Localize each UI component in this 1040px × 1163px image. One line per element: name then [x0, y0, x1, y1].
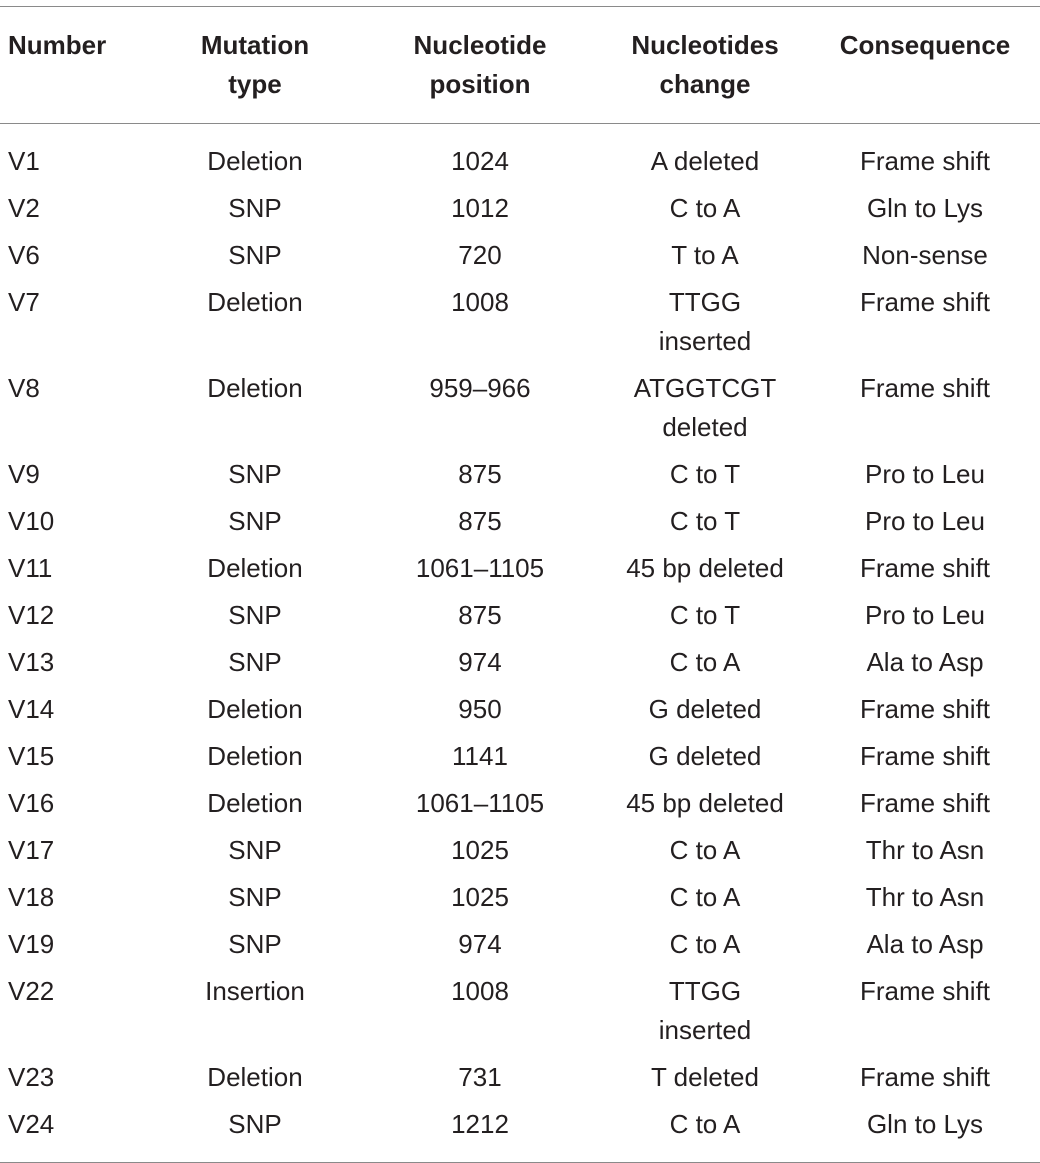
cell-number: V7 [8, 287, 40, 317]
table-row [0, 592, 1040, 639]
cell-nucleotides-change [600, 365, 810, 451]
cell-number: V24 [8, 1109, 55, 1139]
table-row [0, 780, 1040, 827]
cell-nucleotides-change [600, 1054, 810, 1101]
cell-consequence: Frame shift [859, 373, 991, 403]
cell-mutation-type: SNP [228, 600, 282, 630]
cell-nucleotide-position: 1025 [451, 835, 509, 865]
change-line: G deleted [648, 694, 762, 724]
cell-consequence: Frame shift [859, 976, 991, 1006]
table-row [0, 365, 1040, 451]
change-line: ATGGTCGT [633, 373, 777, 403]
header-mutation-type: Mutation type [200, 30, 310, 99]
cell-nucleotides-change [600, 451, 810, 498]
cell-number: V8 [8, 373, 40, 403]
change-line: inserted [658, 326, 752, 356]
cell-consequence: Pro to Leu [865, 459, 985, 489]
cell-consequence: Frame shift [859, 287, 991, 317]
cell-mutation-type: Deletion [207, 694, 303, 724]
cell-nucleotide-position: 1008 [451, 976, 509, 1006]
mutation-table-container [0, 6, 1040, 1163]
change-line: C to A [669, 193, 741, 223]
table-row [0, 639, 1040, 686]
cell-nucleotide-position: 1061–1105 [415, 553, 545, 583]
cell-nucleotides-change [600, 827, 810, 874]
cell-mutation-type: Deletion [207, 553, 303, 583]
cell-nucleotide-position: 875 [458, 600, 502, 630]
cell-number: V22 [8, 976, 55, 1006]
cell-nucleotides-change [600, 279, 810, 365]
cell-nucleotide-position: 875 [458, 459, 502, 489]
change-line: C to T [669, 600, 741, 630]
cell-consequence: Ala to Asp [866, 929, 984, 959]
cell-consequence: Ala to Asp [866, 647, 984, 677]
change-line: C to T [669, 506, 741, 536]
header-number: Number [8, 30, 107, 60]
cell-consequence: Frame shift [859, 788, 991, 818]
change-line: T to A [671, 240, 739, 270]
change-line: G deleted [648, 741, 762, 771]
cell-number: V12 [8, 600, 55, 630]
header-nucleotides-change: Nucleotides change [631, 30, 779, 99]
cell-number: V2 [8, 193, 40, 223]
cell-number: V17 [8, 835, 55, 865]
table-row [0, 827, 1040, 874]
change-line: 45 bp deleted [626, 553, 784, 583]
cell-nucleotide-position: 720 [458, 240, 502, 270]
table-row [0, 545, 1040, 592]
change-line: C to A [669, 929, 741, 959]
cell-consequence: Gln to Lys [866, 1109, 984, 1139]
cell-nucleotide-position: 974 [458, 647, 502, 677]
header-nucleotide-position: Nucleotide position [413, 30, 547, 99]
mutation-table [0, 6, 1040, 1163]
cell-mutation-type: Deletion [207, 788, 303, 818]
change-line: C to A [669, 647, 741, 677]
cell-nucleotide-position: 1008 [451, 287, 509, 317]
cell-mutation-type: SNP [228, 647, 282, 677]
cell-consequence: Frame shift [859, 694, 991, 724]
table-row [0, 1054, 1040, 1101]
cell-mutation-type: Deletion [207, 373, 303, 403]
change-line: C to A [669, 882, 741, 912]
cell-consequence: Thr to Asn [865, 882, 985, 912]
cell-consequence: Frame shift [859, 146, 991, 176]
cell-nucleotides-change [600, 639, 810, 686]
table-row [0, 498, 1040, 545]
change-line: T deleted [651, 1062, 759, 1092]
cell-nucleotides-change [600, 780, 810, 827]
change-line: C to A [669, 835, 741, 865]
cell-nucleotides-change [600, 733, 810, 780]
table-body [0, 124, 1040, 1163]
table-row [0, 124, 1040, 186]
header-row [0, 7, 1040, 124]
cell-nucleotide-position: 1141 [452, 741, 508, 771]
cell-mutation-type: SNP [228, 1109, 282, 1139]
cell-consequence: Pro to Leu [865, 600, 985, 630]
cell-number: V10 [8, 506, 55, 536]
cell-mutation-type: Insertion [205, 976, 305, 1006]
cell-nucleotides-change [600, 874, 810, 921]
cell-mutation-type: SNP [228, 835, 282, 865]
cell-number: V18 [8, 882, 55, 912]
change-line: TTGG [668, 287, 742, 317]
cell-nucleotide-position: 1025 [451, 882, 509, 912]
cell-consequence: Frame shift [859, 741, 991, 771]
cell-number: V13 [8, 647, 55, 677]
table-header [0, 7, 1040, 124]
cell-number: V11 [8, 553, 53, 583]
change-line: inserted [658, 1015, 752, 1045]
cell-nucleotides-change [600, 545, 810, 592]
change-line: TTGG [668, 976, 742, 1006]
table-row [0, 451, 1040, 498]
cell-number: V15 [8, 741, 55, 771]
change-line: 45 bp deleted [626, 788, 784, 818]
cell-mutation-type: Deletion [207, 287, 303, 317]
cell-mutation-type: Deletion [207, 741, 303, 771]
change-line: A deleted [650, 146, 760, 176]
cell-nucleotide-position: 731 [458, 1062, 502, 1092]
cell-nucleotides-change [600, 124, 810, 186]
cell-consequence: Frame shift [859, 1062, 991, 1092]
cell-mutation-type: SNP [228, 193, 282, 223]
cell-mutation-type: SNP [228, 240, 282, 270]
cell-mutation-type: SNP [228, 459, 282, 489]
table-row [0, 686, 1040, 733]
cell-nucleotide-position: 875 [458, 506, 502, 536]
cell-number: V23 [8, 1062, 55, 1092]
cell-nucleotide-position: 1024 [451, 146, 509, 176]
cell-number: V9 [8, 459, 40, 489]
table-row [0, 733, 1040, 780]
cell-number: V16 [8, 788, 55, 818]
cell-mutation-type: Deletion [207, 146, 303, 176]
table-row [0, 279, 1040, 365]
table-row [0, 968, 1040, 1054]
table-row [0, 874, 1040, 921]
cell-nucleotides-change [600, 1101, 810, 1163]
table-row [0, 185, 1040, 232]
table-row [0, 232, 1040, 279]
cell-mutation-type: SNP [228, 929, 282, 959]
cell-nucleotides-change [600, 686, 810, 733]
cell-number: V1 [8, 146, 40, 176]
cell-nucleotides-change [600, 232, 810, 279]
cell-nucleotides-change [600, 592, 810, 639]
cell-nucleotide-position: 959–966 [429, 373, 531, 403]
cell-nucleotides-change [600, 185, 810, 232]
change-line: deleted [662, 412, 748, 442]
change-line: C to T [669, 459, 741, 489]
table-row [0, 921, 1040, 968]
cell-mutation-type: Deletion [207, 1062, 303, 1092]
cell-nucleotides-change [600, 498, 810, 545]
cell-mutation-type: SNP [228, 882, 282, 912]
cell-nucleotide-position: 1061–1105 [415, 788, 545, 818]
cell-number: V6 [8, 240, 40, 270]
cell-nucleotides-change [600, 968, 810, 1054]
cell-consequence: Thr to Asn [865, 835, 985, 865]
cell-consequence: Frame shift [859, 553, 991, 583]
cell-nucleotide-position: 950 [458, 694, 502, 724]
cell-consequence: Non-sense [862, 240, 988, 270]
cell-number: V14 [8, 694, 55, 724]
cell-consequence: Gln to Lys [866, 193, 984, 223]
header-consequence: Consequence [839, 30, 1011, 60]
cell-consequence: Pro to Leu [865, 506, 985, 536]
cell-nucleotide-position: 974 [458, 929, 502, 959]
cell-nucleotide-position: 1012 [451, 193, 509, 223]
table-row [0, 1101, 1040, 1163]
cell-mutation-type: SNP [228, 506, 282, 536]
change-line: C to A [669, 1109, 741, 1139]
cell-nucleotide-position: 1212 [451, 1109, 509, 1139]
cell-number: V19 [8, 929, 55, 959]
cell-nucleotides-change [600, 921, 810, 968]
